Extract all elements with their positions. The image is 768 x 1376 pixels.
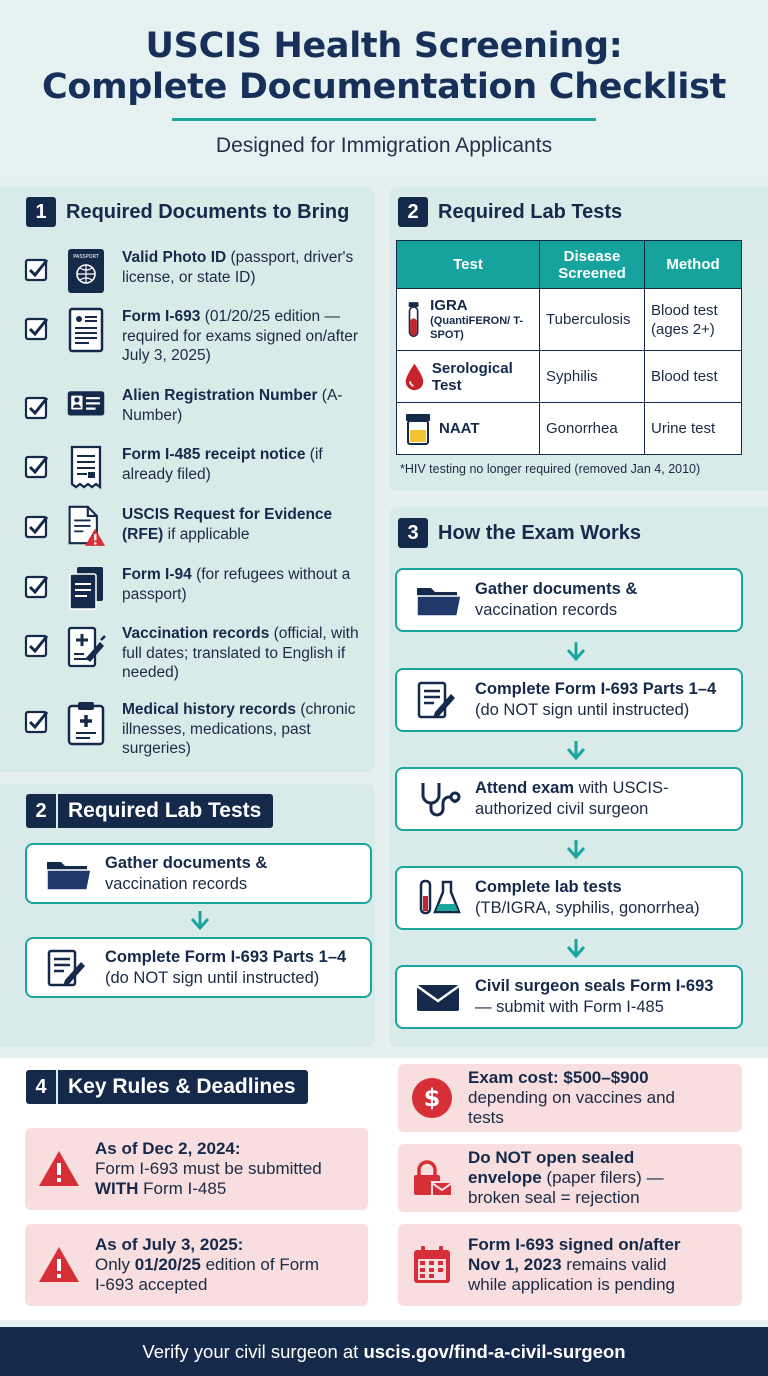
checklist-item bbox=[24, 700, 369, 756]
section1-heading bbox=[26, 197, 349, 227]
dollar-icon bbox=[410, 1076, 454, 1120]
arrow-down-icon bbox=[188, 909, 212, 931]
section2b-number: 2 bbox=[26, 794, 58, 828]
table-row bbox=[397, 351, 742, 403]
step-lab-tests: Complete lab tests (TB/IGRA, syphilis, gonorrhea) bbox=[395, 866, 743, 930]
method-cell: Urine test bbox=[645, 403, 742, 455]
table-header-row bbox=[397, 241, 742, 289]
test-cell: IGRA (QuantiFERON/ T-SPOT) bbox=[397, 289, 540, 351]
passport-icon bbox=[66, 248, 106, 294]
rule-sealed-envelope: Do NOT open sealed envelope (paper filers) — broken seal = rejection bbox=[398, 1144, 742, 1212]
footnote: *HIV testing no longer required (removed Jan 4, 2010) bbox=[400, 462, 701, 476]
checklist-item-text: Form I-693 (01/20/25 edition — required for exams signed on/after July 3, 2025) bbox=[122, 308, 359, 364]
checkbox-icon[interactable] bbox=[24, 513, 50, 539]
checklist-item-text: Form I-94 (for refugees without a passport) bbox=[122, 566, 351, 603]
checklist-item bbox=[24, 248, 369, 304]
arrow-down-icon bbox=[564, 838, 588, 860]
documents-icon bbox=[66, 565, 106, 611]
rule-signed-validity: Form I-693 signed on/after Nov 1, 2023 remains valid while application is pending bbox=[398, 1224, 742, 1306]
folder-icon bbox=[43, 854, 93, 894]
civil-surgeon-link[interactable]: uscis.gov/find-a-civil-surgeon bbox=[363, 1341, 626, 1362]
checklist-item bbox=[24, 445, 369, 501]
arrow-down-icon bbox=[564, 739, 588, 761]
section2b-title: Required Lab Tests bbox=[68, 799, 262, 822]
envelope-icon bbox=[413, 977, 463, 1017]
table-row bbox=[397, 289, 742, 351]
checklist-item-text: Valid Photo ID (passport, driver's license, or state ID) bbox=[122, 249, 354, 286]
step-seal-submit: Civil surgeon seals Form I-693 — submit with Form I-485 bbox=[395, 965, 743, 1029]
column-header: Disease Screened bbox=[540, 241, 645, 289]
column-header: Method bbox=[645, 241, 742, 289]
section2-title: Required Lab Tests bbox=[438, 200, 623, 223]
arrow-down-icon bbox=[564, 937, 588, 959]
method-cell: Blood test bbox=[645, 351, 742, 403]
svg-text:PASSPORT: PASSPORT bbox=[73, 254, 99, 260]
receipt-icon bbox=[66, 445, 106, 491]
calendar-icon bbox=[410, 1243, 454, 1287]
vaccination-icon bbox=[66, 624, 106, 670]
disease-cell: Tuberculosis bbox=[540, 289, 645, 351]
checklist-item-text: Form I-485 receipt notice (if already filed) bbox=[122, 446, 323, 483]
blood-tube-icon bbox=[403, 296, 424, 344]
checklist-item bbox=[24, 505, 369, 561]
test-cell: Serological Test bbox=[397, 351, 540, 403]
checklist-item bbox=[24, 386, 369, 442]
section1-number: 1 bbox=[26, 197, 56, 227]
section3-number: 3 bbox=[398, 518, 428, 548]
step-gather-documents: Gather documents & vaccination records bbox=[25, 843, 372, 904]
test-cell: NAAT bbox=[397, 403, 540, 455]
step-complete-form: Complete Form I-693 Parts 1–4 (do NOT sign until instructed) bbox=[25, 937, 372, 998]
checklist-item bbox=[24, 307, 369, 363]
checklist-item-text: Alien Registration Number (A-Number) bbox=[122, 387, 343, 424]
form-edit-icon bbox=[43, 948, 93, 988]
rule-dec-2024: As of Dec 2, 2024: Form I-693 must be submitted WITH Form I-485 bbox=[25, 1128, 368, 1210]
warning-icon bbox=[37, 1243, 81, 1287]
clipboard-medical-icon bbox=[66, 700, 106, 746]
section2-heading bbox=[398, 197, 622, 227]
step-gather-documents: Gather documents & vaccination records bbox=[395, 568, 743, 632]
header bbox=[0, 0, 768, 172]
form-edit-icon bbox=[413, 680, 463, 720]
step-complete-form: Complete Form I-693 Parts 1–4 (do NOT sign until instructed) bbox=[395, 668, 743, 732]
section1-title: Required Documents to Bring bbox=[66, 200, 350, 223]
stethoscope-icon bbox=[413, 779, 463, 819]
svg-text:$: $ bbox=[423, 1084, 441, 1112]
table-row bbox=[397, 403, 742, 455]
warning-icon bbox=[37, 1147, 81, 1191]
checklist-item bbox=[24, 565, 369, 621]
checkbox-icon[interactable] bbox=[24, 573, 50, 599]
disease-cell: Syphilis bbox=[540, 351, 645, 403]
footer: Verify your civil surgeon at uscis.gov/find-a-civil-surgeon bbox=[0, 1327, 768, 1376]
urine-cup-icon bbox=[403, 412, 433, 446]
disease-cell: Gonorrhea bbox=[540, 403, 645, 455]
lab-tubes-icon bbox=[413, 878, 463, 918]
section3-heading bbox=[398, 518, 641, 548]
checkbox-icon[interactable] bbox=[24, 394, 50, 420]
checkbox-icon[interactable] bbox=[24, 708, 50, 734]
checklist-item-text: Vaccination records (official, with full dates; translated to English if needed) bbox=[122, 625, 359, 681]
section4-heading bbox=[26, 1070, 308, 1104]
arrow-down-icon bbox=[564, 640, 588, 662]
section4-number: 4 bbox=[26, 1070, 58, 1104]
id-card-icon bbox=[66, 386, 106, 432]
checkbox-icon[interactable] bbox=[24, 256, 50, 282]
blood-drop-icon bbox=[403, 360, 426, 394]
step-attend-exam: Attend exam with USCIS- authorized civil surgeon bbox=[395, 767, 743, 831]
checklist-item-text: Medical history records (chronic illnesses, medications, past surgeries) bbox=[122, 701, 356, 757]
page-title: USCIS Health Screening: Complete Documentation Checklist bbox=[41, 26, 727, 107]
section3-title: How the Exam Works bbox=[438, 521, 642, 544]
page-subtitle: Designed for Immigration Applicants bbox=[215, 134, 553, 157]
column-header: Test bbox=[397, 241, 540, 289]
document-warning-icon bbox=[66, 505, 106, 551]
rule-exam-cost: $ Exam cost: $500–$900 depending on vaccines and tests bbox=[398, 1064, 742, 1132]
lock-envelope-icon bbox=[410, 1156, 454, 1200]
section4-title: Key Rules & Deadlines bbox=[68, 1075, 296, 1098]
folder-icon bbox=[413, 580, 463, 620]
checkbox-icon[interactable] bbox=[24, 315, 50, 341]
method-cell: Blood test (ages 2+) bbox=[645, 289, 742, 351]
section2-number: 2 bbox=[398, 197, 428, 227]
section2b-heading bbox=[26, 794, 273, 828]
form-icon bbox=[66, 307, 106, 353]
title-divider bbox=[172, 118, 596, 121]
lab-tests-table bbox=[396, 240, 742, 455]
checkbox-icon[interactable] bbox=[24, 632, 50, 658]
checklist-item-text: USCIS Request for Evidence (RFE) if applicable bbox=[122, 506, 333, 543]
rule-july-2025: As of July 3, 2025: Only 01/20/25 edition of Form I-693 accepted bbox=[25, 1224, 368, 1306]
checkbox-icon[interactable] bbox=[24, 453, 50, 479]
checklist-item bbox=[24, 624, 369, 680]
